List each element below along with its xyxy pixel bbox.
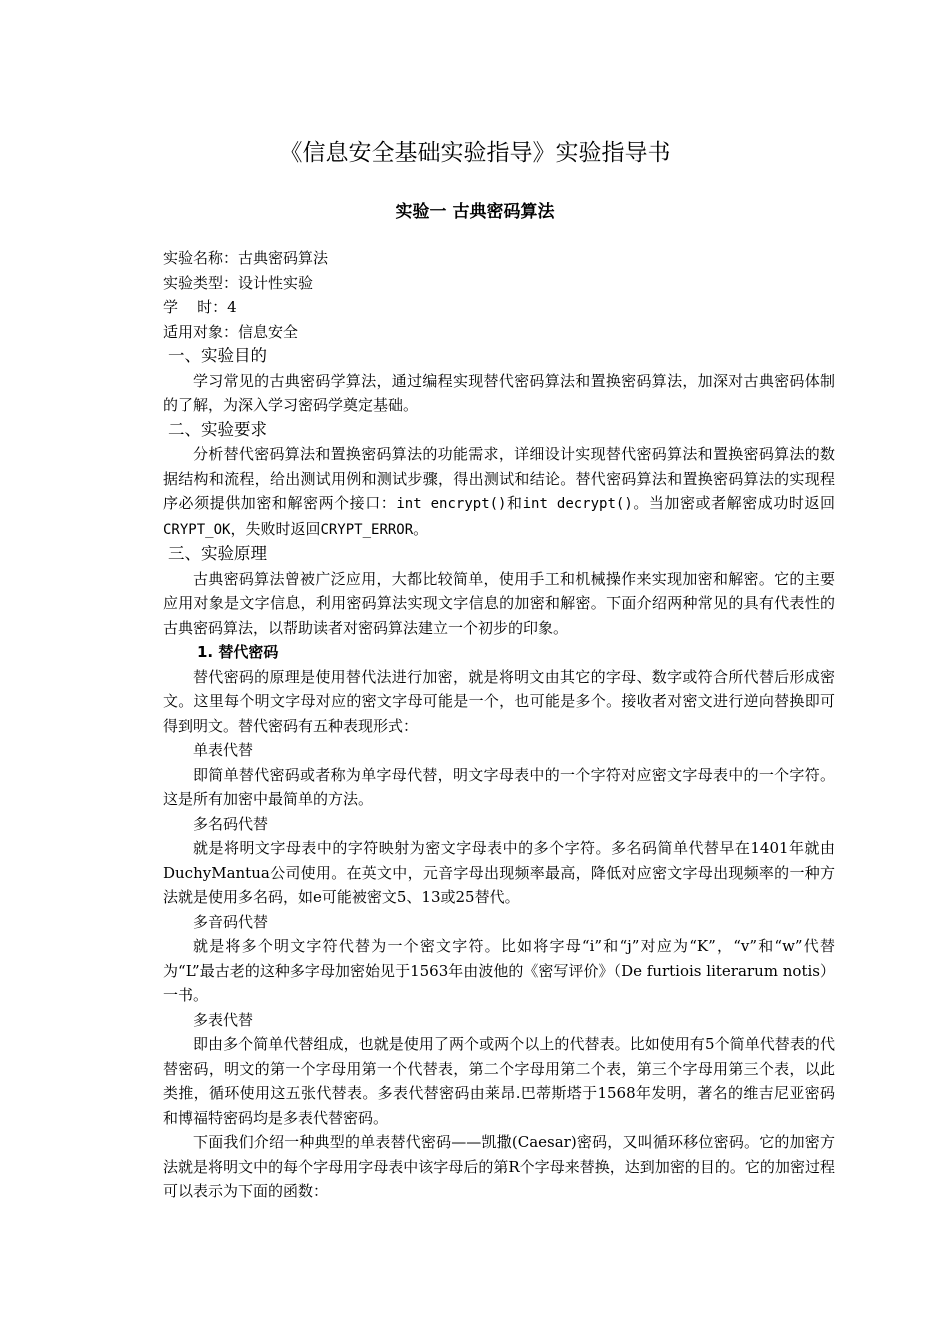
requirements-and: 和 [506,494,523,512]
label-homophonic: 多名码代替 [193,814,269,833]
paragraph-polygram: 就是将多个明文字符代替为一个密文字符。比如将字母“i”和“j”对应为“K”，“v”和“w”代替为“L”最古老的这种多字母加密始见于1563年由波他的《密写评价》（De furtiois literarum notis）一书。 [163,937,835,1004]
paragraph-substitution: 替代密码的原理是使用替代法进行加密，就是将明文由其它的字母、数字或符合所代替后形成密文。这里每个明文字母对应的密文字母可能是一个，也可能是多个。接收者对密文进行逆向替换即可得到明文。替代密码有五种表现形式： [163,667,835,735]
experiment-title: 实验一 古典密码算法 [395,202,555,222]
requirements-text-c: ，失败时返回 [230,519,321,538]
requirements-text-d: 。 [413,519,429,538]
paragraph-purpose: 学习常见的古典密码学算法，通过编程实现替代密码算法和置换密码算法，加深对古典密码体制的了解，为深入学习密码学奠定基础。 [163,371,835,414]
requirements-text-a: 分析替代密码算法和置换密码算法的功能需求，详细设计实现替代密码算法和置换密码算法的数据结构和流程，给出测试用例和测试步骤，得出测试和结论。替代密码算法和置换密码算法的实现程序必须提供加密和解密两个接口： [163,445,835,512]
label-polyalphabetic: 多表代替 [193,1010,254,1029]
document-body [163,246,835,1204]
section-heading-principles: 三、实验原理 [168,544,267,563]
label-monoalphabetic: 单表代替 [193,741,254,759]
subsection-heading-substitution: 1. 替代密码 [197,643,279,661]
label-polygram: 多音码代替 [193,912,269,931]
code-crypt-error: CRYPT_ERROR [320,521,414,538]
info-hours: 学 时：4 [163,298,237,316]
code-decrypt: int decrypt() [522,496,633,512]
code-crypt-ok: CRYPT_OK [163,521,231,538]
section-heading-purpose: 一、实验目的 [168,346,267,365]
info-name: 实验名称：古典密码算法 [163,249,329,267]
paragraph-requirements [163,442,835,542]
code-encrypt: int encrypt() [396,496,507,512]
document-title: 《信息安全基础实验指导》实验指导书 [279,140,671,166]
paragraph-monoalphabetic: 即简单替代密码或者称为单字母代替，明文字母表中的一个字符对应密文字母表中的一个字符。这是所有加密中最简单的方法。 [163,765,835,808]
paragraph-polyalphabetic: 即由多个简单代替组成，也就是使用了两个或两个以上的代替表。比如使用有5个简单代替表的代替密码，明文的第一个字母用第一个代替表，第二个字母用第二个表，第三个字母用第三个表，以此类推，循环使用这五张代替表。多表代替密码由莱昂.巴蒂斯塔于1568年发明，著名的维吉尼亚密码和博福特密码均是多表代替密码。 [163,1035,835,1127]
info-type: 实验类型：设计性实验 [163,273,314,292]
info-target: 适用对象：信息安全 [163,322,299,341]
section-heading-requirements: 二、实验要求 [168,419,267,439]
requirements-text-b: 。当加密或者解密成功时返回 [632,494,835,512]
paragraph-principles: 古典密码算法曾被广泛应用，大都比较简单，使用手工和机械操作来实现加密和解密。它的主要应用对象是文字信息，利用密码算法实现文字信息的加密和解密。下面介绍两种常见的具有代表性的古典密码算法，以帮助读者对密码算法建立一个初步的印象。 [163,569,835,637]
paragraph-caesar: 下面我们介绍一种典型的单表替代密码——凯撒(Caesar)密码，又叫循环移位密码。它的加密方法就是将明文中的每个字母用字母表中该字母后的第R个字母来替换，达到加密的目的。它的加密过程可以表示为下面的函数： [163,1133,835,1200]
paragraph-homophonic: 就是将明文字母表中的字符映射为密文字母表中的多个字符。多名码简单代替早在1401年就由DuchyMantua公司使用。在英文中，元音字母出现频率最高，降低对应密文字母出现频率的一种方法就是使用多名码，如e可能被密文5、13或25替代。 [163,839,835,906]
